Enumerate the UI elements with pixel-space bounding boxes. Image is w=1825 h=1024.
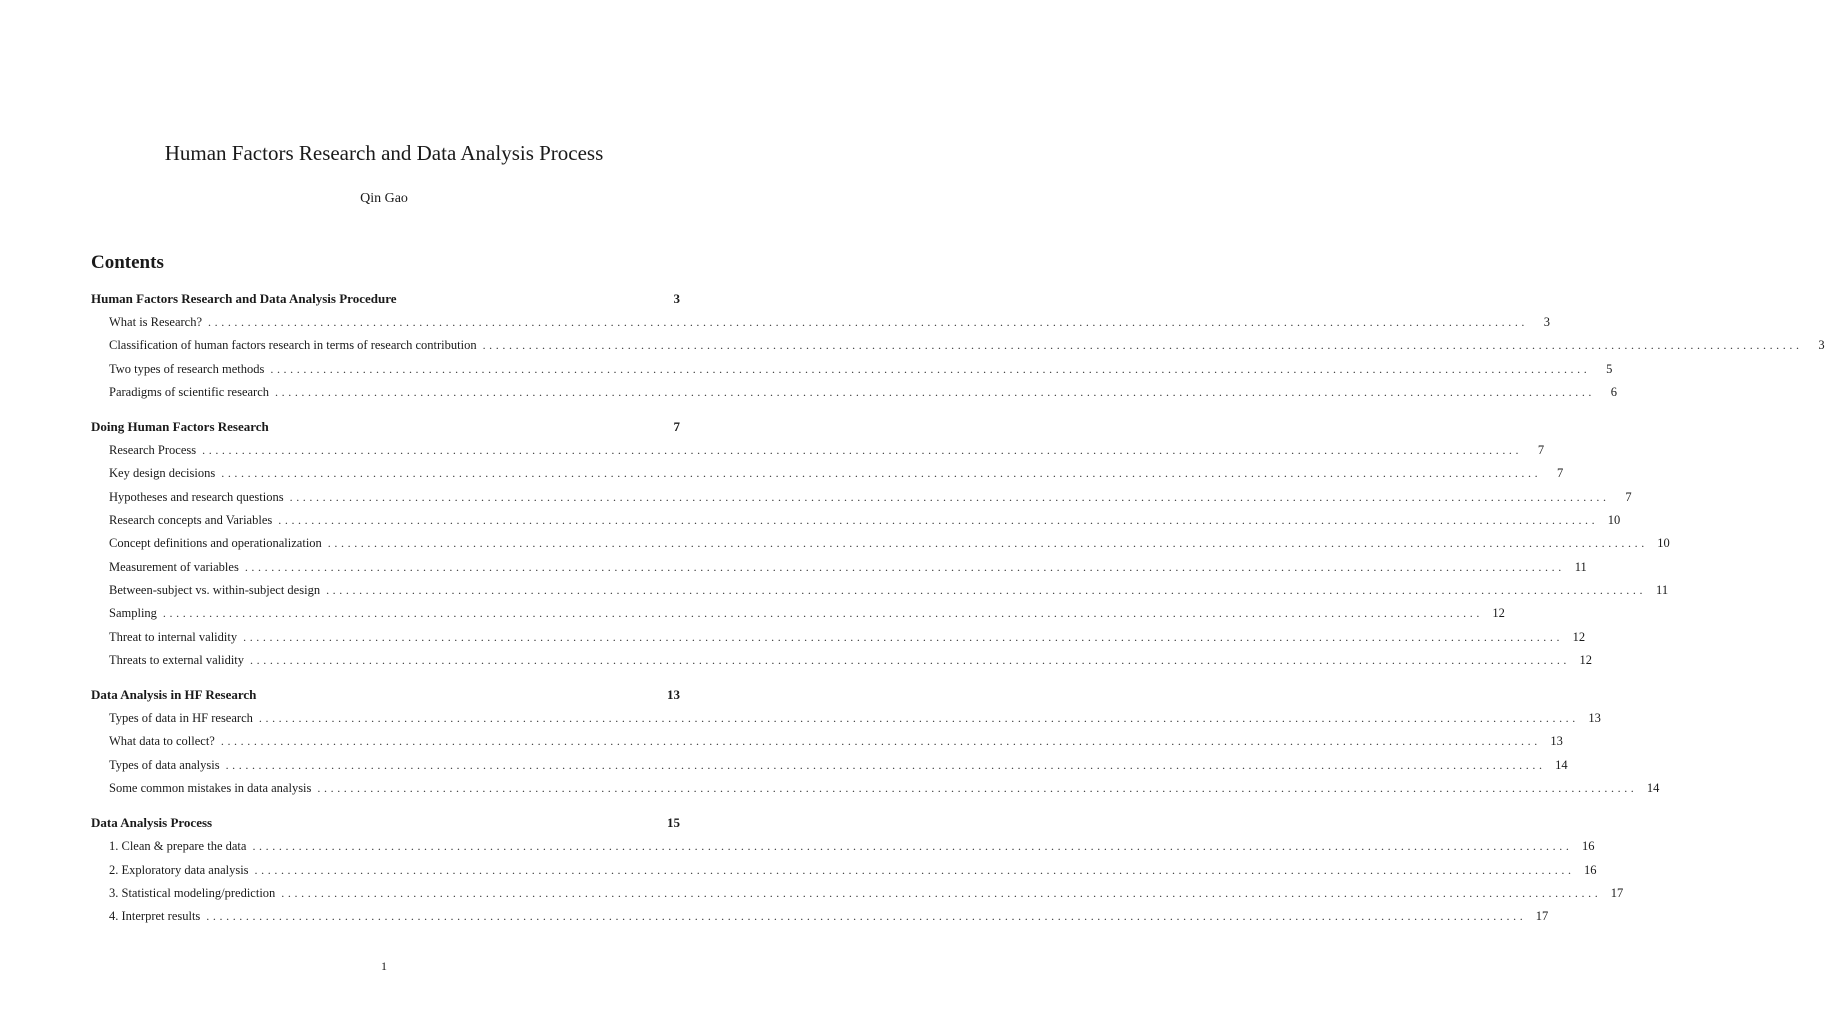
document-title: Human Factors Research and Data Analysis Process bbox=[164, 141, 604, 165]
toc-entry[interactable] bbox=[91, 626, 1586, 649]
toc-entry[interactable] bbox=[91, 532, 1670, 555]
toc-entry[interactable] bbox=[91, 358, 1613, 381]
toc-entry-label: Threats to external validity bbox=[109, 652, 245, 667]
toc-dot-leader: ........................................................................................................................................................................................................ bbox=[206, 909, 1527, 924]
toc-entry-label: Measurement of variables bbox=[109, 559, 239, 574]
toc-entry-page: 13 bbox=[1550, 734, 1563, 749]
toc-entry-page: 12 bbox=[1579, 652, 1593, 667]
toc-entry-label: Some common mistakes in data analysis bbox=[109, 781, 312, 796]
toc-section-heading[interactable] bbox=[91, 683, 680, 707]
toc-entry-page: 14 bbox=[1555, 757, 1568, 772]
page-number: 1 bbox=[381, 959, 387, 973]
toc-entry-page: 12 bbox=[1572, 629, 1586, 644]
toc-entry-label: 2. Exploratory data analysis bbox=[109, 862, 249, 877]
toc-entry-page: 14 bbox=[1646, 781, 1660, 796]
toc-entry-label: What data to collect? bbox=[109, 734, 215, 749]
toc-dot-leader: ........................................................................................................................................................................................................ bbox=[275, 384, 1596, 399]
toc-section-title: Data Analysis Process bbox=[91, 815, 213, 831]
toc-entry[interactable] bbox=[91, 509, 1621, 532]
toc-section-page: 13 bbox=[667, 687, 680, 703]
toc-entry-label: Concept definitions and operationalization bbox=[109, 536, 322, 551]
toc-entry-page: 17 bbox=[1535, 909, 1549, 924]
toc-entry[interactable] bbox=[91, 730, 1563, 753]
toc-entry-page: 10 bbox=[1607, 513, 1621, 528]
toc-dot-leader: ........................................................................................................................................................................................................ bbox=[208, 315, 1529, 329]
toc-entry[interactable] bbox=[91, 707, 1601, 730]
toc-dot-leader: ........................................................................................................................................................................................................ bbox=[278, 513, 1599, 528]
toc-entry-label: 4. Interpret results bbox=[109, 909, 201, 924]
toc-entry[interactable] bbox=[91, 556, 1587, 579]
toc-entry-page: 6 bbox=[1610, 384, 1618, 399]
toc-entry-label: Types of data analysis bbox=[109, 757, 220, 772]
toc-entry[interactable] bbox=[91, 462, 1564, 485]
toc-entry-page: 11 bbox=[1656, 582, 1669, 597]
toc-entry-page: 10 bbox=[1657, 536, 1670, 551]
contents-heading: Contents bbox=[91, 252, 164, 273]
toc-section bbox=[91, 683, 1660, 800]
toc-dot-leader: ........................................................................................................................................................................................................ bbox=[289, 489, 1610, 504]
toc-section-page: 15 bbox=[667, 815, 680, 831]
toc-entry-label: Types of data in HF research bbox=[109, 711, 253, 726]
toc-entry-page: 17 bbox=[1610, 885, 1624, 900]
toc-entry-label: Two types of research methods bbox=[109, 361, 265, 376]
toc-entry[interactable] bbox=[91, 602, 1505, 625]
toc-dot-leader: ........................................................................................................................................................................................................ bbox=[220, 734, 1541, 749]
toc-entry[interactable] bbox=[91, 334, 1825, 357]
toc-section-title: Human Factors Research and Data Analysis Procedure bbox=[91, 291, 397, 306]
toc-entry[interactable] bbox=[91, 859, 1597, 882]
toc-entry-label: Sampling bbox=[109, 606, 157, 621]
toc-dot-leader: ........................................................................................................................................................................................................ bbox=[252, 839, 1573, 854]
toc-section-title: Doing Human Factors Research bbox=[91, 419, 269, 435]
toc-entry[interactable] bbox=[91, 754, 1568, 777]
toc-entry-page: 7 bbox=[1537, 443, 1545, 458]
toc-dot-leader: ........................................................................................................................................................................................................ bbox=[162, 606, 1483, 621]
toc-dot-leader: ........................................................................................................................................................................................................ bbox=[482, 338, 1803, 353]
toc-dot-leader: ........................................................................................................................................................................................................ bbox=[244, 559, 1565, 574]
toc-entry-page: 7 bbox=[1556, 466, 1564, 481]
toc-section-heading[interactable] bbox=[91, 287, 680, 311]
toc-section-heading[interactable] bbox=[91, 415, 680, 439]
toc-entry-page: 16 bbox=[1581, 839, 1595, 854]
toc-entry[interactable] bbox=[91, 439, 1545, 462]
toc-entry-label: Classification of human factors research in terms of research contribution bbox=[109, 338, 477, 353]
toc-entry-page: 5 bbox=[1606, 361, 1613, 376]
toc-section bbox=[91, 415, 1670, 672]
toc-section-page: 3 bbox=[673, 291, 680, 306]
toc-entry-label: Research Process bbox=[109, 443, 197, 458]
toc-dot-leader: ........................................................................................................................................................................................................ bbox=[254, 862, 1575, 877]
toc-entry[interactable] bbox=[91, 311, 1551, 334]
toc-entry-label: Hypotheses and research questions bbox=[109, 489, 284, 504]
document-author: Qin Gao bbox=[360, 191, 408, 206]
toc-entry-label: Key design decisions bbox=[109, 466, 216, 481]
toc-dot-leader: ........................................................................................................................................................................................................ bbox=[326, 582, 1647, 597]
toc-entry-label: 1. Clean & prepare the data bbox=[109, 839, 247, 854]
toc-dot-leader: ........................................................................................................................................................................................................ bbox=[281, 885, 1602, 900]
toc-entry[interactable] bbox=[91, 882, 1624, 905]
toc-entry[interactable] bbox=[91, 579, 1669, 602]
toc-dot-leader: ........................................................................................................................................................................................................ bbox=[270, 361, 1591, 376]
toc-entry[interactable] bbox=[91, 649, 1593, 672]
toc-entry[interactable] bbox=[91, 381, 1618, 404]
table-of-contents bbox=[91, 287, 1825, 940]
toc-section-heading[interactable] bbox=[91, 811, 680, 835]
toc-section-title: Data Analysis in HF Research bbox=[91, 687, 257, 703]
toc-dot-leader: ........................................................................................................................................................................................................ bbox=[250, 652, 1571, 667]
toc-entry-page: 3 bbox=[1818, 338, 1825, 353]
toc-section-page: 7 bbox=[673, 419, 680, 435]
toc-entry[interactable] bbox=[91, 835, 1595, 858]
toc-dot-leader: ........................................................................................................................................................................................................ bbox=[225, 757, 1546, 772]
toc-dot-leader: ........................................................................................................................................................................................................ bbox=[221, 466, 1542, 481]
toc-entry-label: Threat to internal validity bbox=[109, 629, 238, 644]
toc-entry-label: What is Research? bbox=[109, 315, 203, 329]
toc-dot-leader: ........................................................................................................................................................................................................ bbox=[317, 781, 1638, 796]
toc-entry-page: 3 bbox=[1543, 315, 1551, 329]
toc-dot-leader: ........................................................................................................................................................................................................ bbox=[243, 629, 1564, 644]
toc-dot-leader: ........................................................................................................................................................................................................ bbox=[258, 711, 1579, 726]
toc-section bbox=[91, 811, 1624, 928]
toc-entry-label: 3. Statistical modeling/prediction bbox=[109, 885, 276, 900]
toc-entry-label: Paradigms of scientific research bbox=[109, 384, 270, 399]
toc-entry-label: Research concepts and Variables bbox=[109, 513, 273, 528]
toc-entry-page: 13 bbox=[1588, 711, 1601, 726]
toc-entry[interactable] bbox=[91, 905, 1549, 928]
toc-entry-page: 12 bbox=[1492, 606, 1505, 621]
toc-entry[interactable] bbox=[91, 486, 1632, 509]
toc-entry-page: 11 bbox=[1574, 559, 1587, 574]
toc-entry[interactable] bbox=[91, 777, 1660, 800]
toc-entry-page: 7 bbox=[1625, 489, 1632, 504]
toc-dot-leader: ........................................................................................................................................................................................................ bbox=[327, 536, 1648, 551]
toc-entry-page: 16 bbox=[1584, 862, 1597, 877]
toc-section bbox=[91, 287, 1825, 404]
toc-entry-label: Between-subject vs. within-subject design bbox=[109, 582, 321, 597]
toc-dot-leader: ........................................................................................................................................................................................................ bbox=[202, 443, 1523, 458]
